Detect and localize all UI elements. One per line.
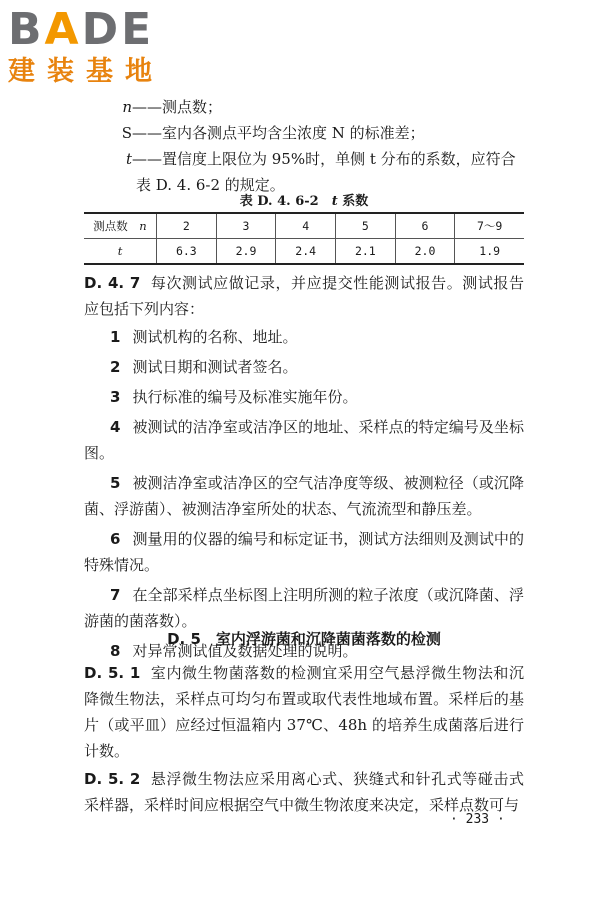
clause-d51: D. 5. 1 室内微生物菌落数的检测宜采用空气悬浮微生物法和沉降微生物法，采样点可均匀布置或取代表性地域布置。采样后的基片（或平皿）应经过恒温箱内 37℃、48h 的培养生成菌落后进行计数。	[84, 664, 524, 760]
clause-d47	[84, 270, 524, 668]
table-cell: 6	[395, 213, 455, 239]
list-item: 3 执行标准的编号及标准实施年份。	[110, 388, 358, 406]
list-item: 5 被测洁净室或洁净区的空气洁净度等级、被测粒径（或沉降菌、浮游菌）、被测洁净室所处的状态、气流流型和静压差。	[84, 474, 524, 518]
row-header-t: t	[84, 239, 157, 265]
clause-d5	[84, 660, 524, 820]
list-item: 6 测量用的仪器的编号和标定证书，测试方法细则及测试中的特殊情况。	[84, 530, 524, 574]
definition-t: t——置信度上限位为 95%时，单侧 t 分布的系数，应符合	[125, 150, 516, 168]
table-cell: 6.3	[157, 239, 217, 265]
table-cell: 5	[336, 213, 396, 239]
list-item: 2 测试日期和测试者签名。	[110, 358, 298, 376]
table-cell: 2.1	[336, 239, 396, 265]
definition-n: n——测点数；	[122, 98, 223, 116]
logo-wordmark: BADE	[8, 4, 155, 55]
list-item: 7 在全部采样点坐标图上注明所测的粒子浓度（或沉降菌、浮游菌的菌落数）。	[84, 586, 524, 630]
section-heading: D. 5 室内浮游菌和沉降菌菌落数的检测	[167, 630, 441, 648]
definition-s: S——室内各测点平均含尘浓度 N 的标准差；	[121, 124, 425, 142]
table-row	[84, 239, 524, 265]
table-cell: 4	[276, 213, 336, 239]
table-cell: 7～9	[455, 213, 524, 239]
clause-d52: D. 5. 2 悬浮微生物法应采用离心式、狭缝式和针孔式等碰击式采样器，采样时间应根据空气中微生物浓度来决定，采样点数可与	[84, 770, 524, 814]
row-header-points: 测点数 n	[84, 213, 157, 239]
page-number: · 233 ·	[450, 812, 505, 827]
bade-logo	[8, 6, 178, 88]
list-item: 1 测试机构的名称、地址。	[110, 328, 298, 346]
table-row	[84, 213, 524, 239]
table-cell: 2.9	[216, 239, 276, 265]
table-cell: 2.4	[276, 239, 336, 265]
list-item: 8 对异常测试值及数据处理的说明。	[110, 642, 358, 660]
table-cell: 3	[216, 213, 276, 239]
table-cell: 2.0	[395, 239, 455, 265]
table-cell: 2	[157, 213, 217, 239]
symbol-definitions	[84, 94, 524, 198]
clause-d47-intro: D. 4. 7 每次测试应做记录，并应提交性能测试报告。测试报告应包括下列内容：	[84, 274, 524, 318]
list-item: 4 被测试的洁净室或洁净区的地址、采样点的特定编号及坐标图。	[84, 418, 524, 462]
table-title: 表 D. 4. 6-2 t 系数	[239, 194, 369, 209]
logo-subtitle: 建装基地	[8, 56, 164, 87]
table-cell: 1.9	[455, 239, 524, 265]
t-coefficient-table	[84, 212, 524, 265]
definition-t-continued: 表 D. 4. 6-2 的规定。	[136, 176, 285, 194]
